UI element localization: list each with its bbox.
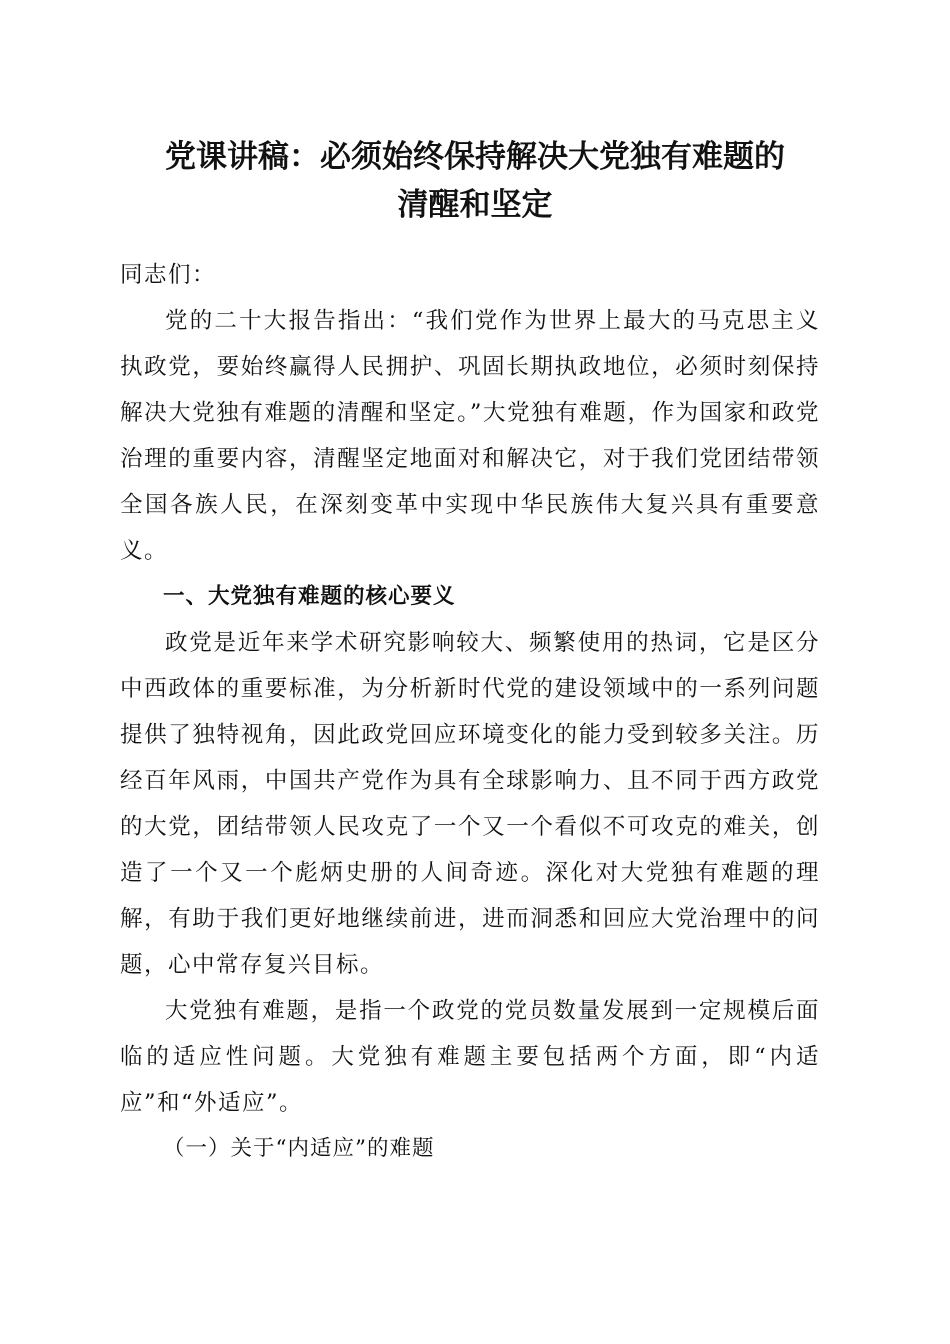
section-heading-1: 一、大党独有难题的核心要义: [163, 584, 456, 609]
paragraph-intro: 党的二十大报告指出：“我们党作为世界上最大的马克思主义执政党，要始终赢得人民拥护、巩固长期执政地位，必须时刻保持解决大党独有难题的清醒和坚定。”大党独有难题，作为国家和政党治理的重要内容，清醒坚定地面对和解决它，对于我们党团结带领全国各族人民，在深刻变革中实现中华民族伟大复兴具有重要意义。: [120, 308, 820, 564]
greeting: 同志们：: [120, 262, 217, 288]
document-title: [100, 133, 850, 229]
title-line-1: 党课讲稿：必须始终保持解决大党独有难题的: [165, 139, 785, 175]
subsection-heading-1: （一）关于“内适应”的难题: [163, 1136, 435, 1161]
paragraph-definition: 大党独有难题，是指一个政党的党员数量发展到一定规模后面临的适应性问题。大党独有难题主要包括两个方面，即“内适应”和“外适应”。: [120, 998, 820, 1116]
document-body: [120, 252, 820, 1172]
paragraph-core-meaning: 政党是近年来学术研究影响较大、频繁使用的热词，它是区分中西政体的重要标准，为分析新时代党的建设领域中的一系列问题提供了独特视角，因此政党回应环境变化的能力受到较多关注。历经百年风雨，中国共产党作为具有全球影响力、且不同于西方政党的大党，团结带领人民攻克了一个又一个看似不可攻克的难关，创造了一个又一个彪炳史册的人间奇迹。深化对大党独有难题的理解，有助于我们更好地继续前进，进而洞悉和回应大党治理中的问题，心中常存复兴目标。: [120, 630, 820, 978]
title-line-2: 清醒和坚定: [397, 187, 553, 223]
